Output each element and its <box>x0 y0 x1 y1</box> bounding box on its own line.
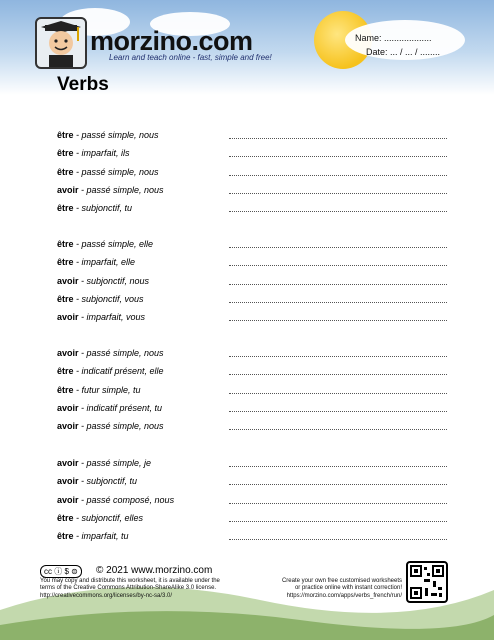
exercise-row <box>57 294 447 306</box>
tense-person: - subjonctif, tu <box>78 476 138 487</box>
tense-person: - subjonctif, tu <box>73 203 133 214</box>
exercise-prompt <box>57 366 164 376</box>
tense-person: - passé simple, nous <box>78 184 164 195</box>
answer-line[interactable] <box>229 156 447 157</box>
exercise-row <box>57 385 447 397</box>
license-text <box>40 578 220 600</box>
exercise-prompt <box>57 203 132 213</box>
exercise-prompt <box>57 458 151 468</box>
tense-person: - imparfait, tu <box>73 531 129 542</box>
verb-infinitive: avoir <box>57 476 79 487</box>
answer-line[interactable] <box>229 211 447 212</box>
answer-line[interactable] <box>229 320 447 321</box>
exercise-prompt <box>57 476 137 486</box>
exercise-row <box>57 312 447 324</box>
verb-infinitive: avoir <box>57 348 79 358</box>
verb-infinitive: être <box>57 531 74 542</box>
answer-line[interactable] <box>229 284 447 285</box>
verb-infinitive: être <box>57 203 74 214</box>
exercise-row <box>57 203 447 215</box>
copyright-text: © 2021 www.morzino.com <box>96 565 213 576</box>
exercise-row <box>57 476 447 488</box>
verb-infinitive: être <box>57 148 74 159</box>
exercise-prompt <box>57 312 145 322</box>
verb-infinitive: être <box>57 384 74 395</box>
exercise-prompt <box>57 239 153 249</box>
creative-commons-badge: cc ⓘ $ ⊜ <box>40 565 82 578</box>
exercise-row <box>57 148 447 160</box>
exercise-row <box>57 348 447 360</box>
exercise-prompt <box>57 348 164 358</box>
answer-line[interactable] <box>229 411 447 412</box>
brand-slogan: Learn and teach online - fast, simple and free! <box>109 53 272 62</box>
verb-infinitive: être <box>57 257 74 268</box>
exercise-row <box>57 421 447 433</box>
verb-infinitive: être <box>57 166 74 177</box>
logo-mascot-icon <box>35 17 87 69</box>
tense-person: - passé composé, nous <box>78 494 175 505</box>
answer-line[interactable] <box>229 265 447 266</box>
worksheet-title: Verbs <box>57 74 109 95</box>
tense-person: - passé simple, nous <box>73 130 159 140</box>
tense-person: - subjonctif, vous <box>73 293 144 304</box>
exercise-prompt <box>57 421 164 431</box>
tense-person: - passé simple, nous <box>73 166 159 177</box>
tense-person: - subjonctif, elles <box>73 512 144 523</box>
promo-text <box>260 578 402 600</box>
exercise-prompt <box>57 185 164 195</box>
name-field-label: Name: ................... <box>355 33 432 43</box>
promo-line: Create your own free customised worksheets <box>281 578 402 584</box>
tense-person: - indicatif présent, tu <box>78 402 163 413</box>
answer-line[interactable] <box>229 521 447 522</box>
answer-line[interactable] <box>229 356 447 357</box>
date-field-label: Date: ... / ... / ........ <box>366 47 441 57</box>
verb-infinitive: avoir <box>57 421 79 432</box>
verb-infinitive: avoir <box>57 275 79 286</box>
brand-name: morzino.com <box>90 26 253 56</box>
answer-line[interactable] <box>229 247 447 248</box>
exercise-row <box>57 366 447 378</box>
exercise-prompt <box>57 385 141 395</box>
answer-line[interactable] <box>229 374 447 375</box>
exercise-prompt <box>57 276 149 286</box>
exercise-prompt <box>57 294 144 304</box>
exercise-row <box>57 513 447 525</box>
verb-infinitive: être <box>57 293 74 304</box>
verb-infinitive: être <box>57 130 74 140</box>
verb-infinitive: avoir <box>57 402 79 413</box>
verb-infinitive: avoir <box>57 184 79 195</box>
exercise-row <box>57 239 447 251</box>
exercise-row <box>57 167 447 179</box>
promo-link[interactable]: https://morzino.com/apps/verbs_french/run/ <box>286 592 402 599</box>
tense-person: - passé simple, je <box>78 458 152 468</box>
qr-code-icon[interactable] <box>406 561 448 603</box>
tense-person: - imparfait, vous <box>78 312 146 323</box>
answer-line[interactable] <box>229 138 447 139</box>
exercise-row <box>57 257 447 269</box>
verb-infinitive: avoir <box>57 494 79 505</box>
answer-line[interactable] <box>229 302 447 303</box>
exercise-prompt <box>57 167 159 177</box>
tense-person: - passé simple, elle <box>73 239 154 249</box>
verb-infinitive: avoir <box>57 312 79 323</box>
tense-person: - imparfait, elle <box>73 257 136 268</box>
answer-line[interactable] <box>229 484 447 485</box>
license-line: You may copy and distribute this worksheet, it is available under the <box>40 578 220 584</box>
answer-line[interactable] <box>229 175 447 176</box>
answer-line[interactable] <box>229 466 447 467</box>
tense-person: - imparfait, ils <box>73 148 130 159</box>
exercise-prompt <box>57 531 129 541</box>
exercise-prompt <box>57 403 162 413</box>
tense-person: - passé simple, nous <box>78 421 164 432</box>
exercise-prompt <box>57 130 159 140</box>
answer-line[interactable] <box>229 503 447 504</box>
exercise-row <box>57 495 447 507</box>
verb-infinitive: être <box>57 366 74 377</box>
exercise-prompt <box>57 148 130 158</box>
verb-infinitive: être <box>57 239 74 249</box>
verb-infinitive: avoir <box>57 458 79 468</box>
exercise-row <box>57 403 447 415</box>
answer-line[interactable] <box>229 539 447 540</box>
exercise-row <box>57 185 447 197</box>
verb-infinitive: être <box>57 512 74 523</box>
tense-person: - futur simple, tu <box>73 384 141 395</box>
tense-person: - subjonctif, nous <box>78 275 150 286</box>
exercise-prompt <box>57 257 135 267</box>
exercise-row <box>57 458 447 470</box>
license-link[interactable]: http://creativecommons.org/licenses/by-nc-sa/3.0/ <box>40 592 173 599</box>
answer-line[interactable] <box>229 429 447 430</box>
exercise-row <box>57 531 447 543</box>
tense-person: - passé simple, nous <box>78 348 164 358</box>
exercise-prompt <box>57 495 174 505</box>
license-line: terms of the Creative Commons Attribution-ShareAlike 3.0 license. <box>40 585 217 592</box>
answer-line[interactable] <box>229 193 447 194</box>
promo-line: or practice online with instant correction! <box>294 585 402 592</box>
answer-line[interactable] <box>229 393 447 394</box>
exercise-row <box>57 130 447 142</box>
exercise-prompt <box>57 513 143 523</box>
tense-person: - indicatif présent, elle <box>73 366 164 377</box>
exercise-row <box>57 276 447 288</box>
